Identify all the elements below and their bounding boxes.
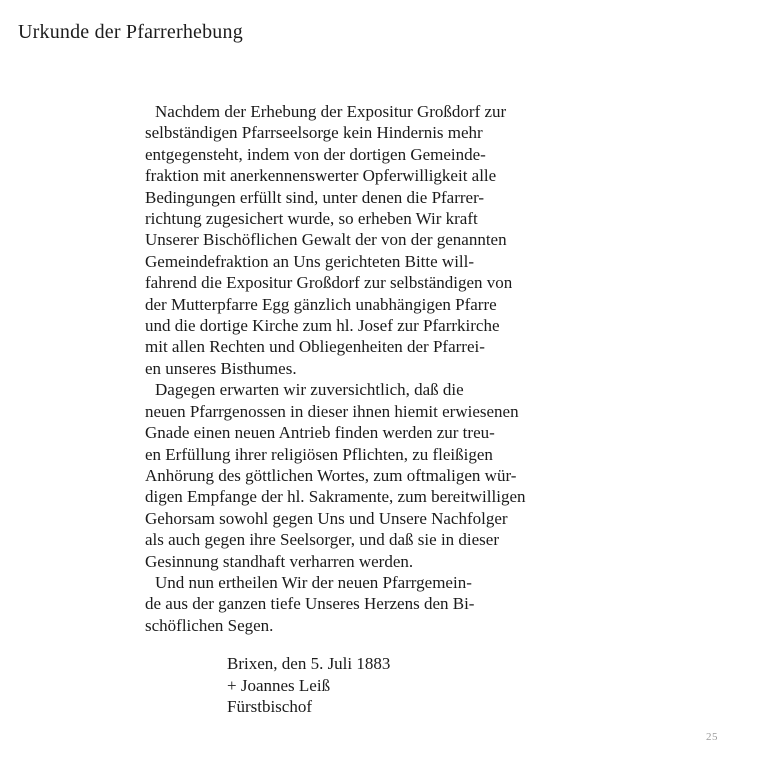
- text-line: Nachdem der Erhebung der Expositur Großdorf zur: [155, 102, 507, 121]
- document-body: [145, 101, 605, 636]
- text-line: selbständigen Pfarrseelsorge kein Hindernis mehr: [145, 123, 483, 143]
- text-line: Gehorsam sowohl gegen Uns und Unsere Nachfolger: [145, 508, 508, 528]
- text-line: als auch gegen ihre Seelsorger, und daß sie in dieser: [145, 530, 500, 550]
- text-line: mit allen Rechten und Obliegenheiten der Pfarrei-: [145, 337, 485, 357]
- text-line: Gemeindefraktion an Uns gerichteten Bitte will-: [145, 251, 475, 271]
- signature-block: [227, 653, 390, 718]
- text-line: digen Empfange der hl. Sakramente, zum bereitwilligen: [145, 487, 526, 507]
- text-line: Fürstbischof: [227, 697, 312, 717]
- text-line: fahrend die Expositur Großdorf zur selbständigen von: [145, 273, 513, 293]
- text-line: und die dortige Kirche zum hl. Josef zur Pfarrkirche: [145, 316, 500, 336]
- text-line: Brixen, den 5. Juli 1883: [227, 654, 391, 673]
- text-line: Gnade einen neuen Antrieb finden werden zur treu-: [145, 423, 495, 443]
- text-line: Unserer Bischöflichen Gewalt der von der genannten: [145, 230, 507, 250]
- text-line: de aus der ganzen tiefe Unseres Herzens den Bi-: [145, 594, 475, 614]
- text-line: Gesinnung standhaft verharren werden.: [145, 551, 414, 571]
- page-title: Urkunde der Pfarrerhebung: [18, 21, 243, 43]
- text-line: richtung zugesichert wurde, so erheben Wir kraft: [145, 209, 478, 229]
- paragraph-1: [145, 101, 605, 379]
- text-line: der Mutterpfarre Egg gänzlich unabhängigen Pfarre: [145, 294, 497, 314]
- text-line: Bedingungen erfüllt sind, unter denen die Pfarrer-: [145, 187, 485, 207]
- text-line: + Joannes Leiß: [227, 675, 331, 695]
- text-line: Anhörung des göttlichen Wortes, zum oftmaligen wür-: [145, 465, 517, 485]
- text-line: Und nun ertheilen Wir der neuen Pfarrgemein-: [155, 572, 472, 592]
- text-line: neuen Pfarrgenossen in dieser ihnen hiemit erwiesenen: [145, 401, 519, 421]
- text-line: Dagegen erwarten wir zuversichtlich, daß die: [155, 380, 464, 400]
- text-line: en Erfüllung ihrer religiösen Pflichten, zu fleißigen: [145, 444, 493, 464]
- paragraph-3: [145, 572, 605, 636]
- paragraph-2: [145, 379, 605, 572]
- page-number: 25: [706, 731, 718, 743]
- text-line: entgegensteht, indem von der dortigen Gemeinde-: [145, 144, 486, 164]
- text-line: en unseres Bisthumes.: [145, 358, 297, 378]
- text-line: schöflichen Segen.: [145, 615, 274, 635]
- text-line: fraktion mit anerkennenswerter Opferwilligkeit alle: [145, 166, 497, 186]
